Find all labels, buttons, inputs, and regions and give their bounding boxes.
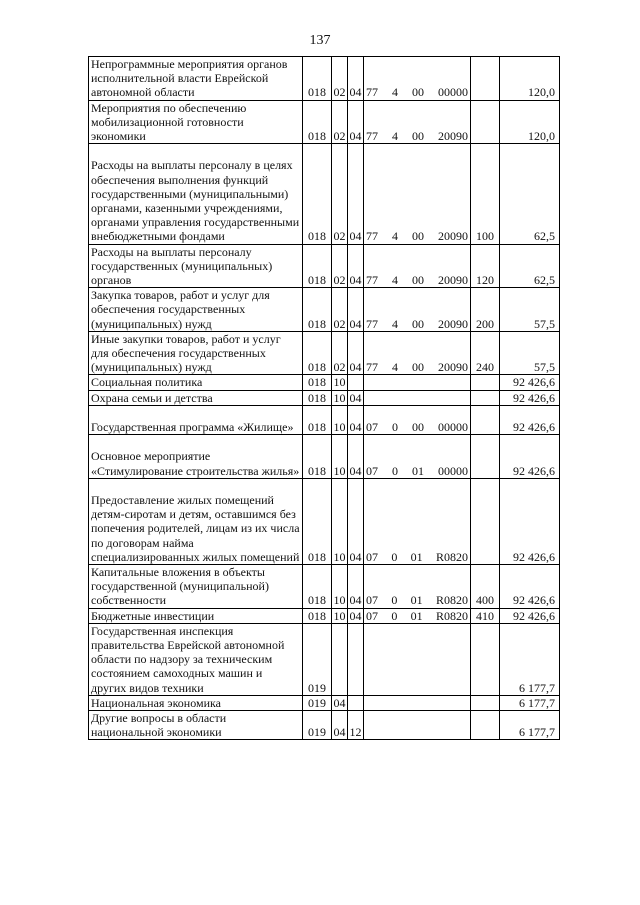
row-vr — [471, 695, 500, 710]
csr-part: 01 — [412, 463, 424, 478]
row-pr — [348, 695, 364, 710]
row-pr: 04 — [349, 608, 362, 623]
row-name: Расходы на выплаты персоналу в целях обеспечения выполнения функций государственными (муниципальными) органами, казенными учреждениями, органами управления государственными внебюджетными фондами — [89, 144, 303, 244]
csr-part: 77 — [366, 360, 378, 375]
row-rz: 10 — [333, 608, 346, 623]
row-sum: 62,5 — [500, 144, 560, 244]
row-sum: 120,0 — [500, 57, 560, 101]
row-vr — [471, 711, 500, 740]
row-name: Социальная политика — [89, 375, 303, 390]
row-pr: 04 — [348, 100, 364, 144]
row-name: Иные закупки товаров, работ и услуг для обеспечения государственных (муниципальных) нужд — [89, 331, 303, 375]
row-gr: 018 — [303, 608, 332, 623]
row-csr-parts — [364, 550, 470, 564]
csr-part: 01 — [410, 593, 423, 608]
csr-part: 00000 — [438, 463, 468, 478]
row-gr: 019 — [303, 623, 332, 695]
row-csr — [364, 144, 471, 244]
row-name: Основное мероприятие «Стимулирование строительства жилья» — [89, 435, 303, 479]
row-gr: 018 — [303, 288, 332, 332]
csr-part: 77 — [366, 85, 378, 100]
csr-part: 00 — [412, 273, 424, 288]
row-rz: 02 — [332, 144, 348, 244]
csr-part: 0 — [392, 420, 398, 435]
row-rz: 02 — [332, 100, 348, 144]
row-pr — [348, 375, 364, 390]
row-pr: 04 — [348, 435, 364, 479]
csr-part: 07 — [366, 420, 378, 435]
table-row — [89, 565, 560, 609]
table-row — [89, 695, 560, 710]
row-csr — [364, 711, 471, 740]
row-gr: 018 — [303, 478, 332, 564]
row-vr: 200 — [471, 288, 500, 332]
row-sum: 120,0 — [500, 100, 560, 144]
csr-part: 0 — [391, 549, 398, 564]
csr-part: 0 — [391, 608, 398, 623]
table-row — [89, 331, 560, 375]
table-row — [89, 608, 560, 623]
row-pr: 04 — [348, 57, 364, 101]
row-name: Другие вопросы в области национальной экономики — [89, 711, 303, 740]
csr-part: 4 — [392, 85, 398, 100]
row-name: Национальная экономика — [89, 695, 303, 710]
row-name: Закупка товаров, работ и услуг для обеспечения государственных (муниципальных) нужд — [89, 288, 303, 332]
row-sum: 57,5 — [500, 288, 560, 332]
csr-part: 01 — [410, 549, 423, 564]
row-csr-parts — [364, 360, 470, 374]
row-rz: 02 — [332, 331, 348, 375]
row-vr: 400 — [471, 565, 500, 609]
row-csr-parts — [364, 273, 470, 287]
csr-part: R0820 — [435, 593, 468, 608]
row-sum: 6 177,7 — [500, 623, 560, 695]
csr-part: 77 — [366, 129, 378, 144]
row-rz: 10 — [332, 565, 348, 609]
row-sum: 92 426,6 — [500, 390, 560, 405]
row-csr — [364, 331, 471, 375]
table-body — [89, 57, 560, 740]
row-pr: 04 — [348, 144, 364, 244]
csr-part: 00 — [412, 316, 424, 331]
csr-part: 4 — [392, 129, 398, 144]
csr-part: 77 — [366, 273, 378, 288]
row-sum: 92 426,6 — [500, 435, 560, 479]
row-gr: 018 — [303, 390, 332, 405]
row-csr — [364, 57, 471, 101]
row-csr-parts — [364, 609, 470, 623]
row-csr — [364, 623, 471, 695]
row-name: Мероприятия по обеспечению мобилизационной готовности экономики — [89, 100, 303, 144]
row-vr — [471, 390, 500, 405]
table-row — [89, 57, 560, 101]
row-rz: 02 — [332, 57, 348, 101]
row-pr: 04 — [348, 565, 364, 609]
row-pr: 04 — [348, 244, 364, 288]
row-rz: 10 — [333, 375, 346, 390]
csr-part: 20090 — [438, 273, 468, 288]
row-csr — [364, 478, 471, 564]
row-csr — [364, 288, 471, 332]
row-name: Охрана семьи и детства — [89, 390, 303, 405]
csr-part: 07 — [366, 549, 378, 564]
table-row — [89, 478, 560, 564]
csr-part: 00 — [412, 129, 424, 144]
row-pr: 12 — [348, 711, 364, 740]
row-vr: 410 — [471, 608, 500, 623]
row-csr-parts — [364, 464, 470, 478]
csr-part: 4 — [392, 273, 398, 288]
csr-part: 4 — [392, 316, 398, 331]
row-vr: 120 — [471, 244, 500, 288]
row-name: Государственная инспекция правительства Еврейской автономной области по надзору за техническим состоянием самоходных машин и других видов техники — [89, 623, 303, 695]
row-gr: 018 — [303, 144, 332, 244]
row-rz: 04 — [333, 695, 346, 710]
row-vr: 100 — [471, 144, 500, 244]
row-csr — [364, 608, 471, 623]
row-csr — [364, 695, 471, 710]
table-row — [89, 435, 560, 479]
row-vr — [471, 405, 500, 434]
row-csr-parts — [364, 317, 470, 331]
csr-part: 0 — [392, 463, 398, 478]
row-name: Расходы на выплаты персоналу государственных (муниципальных) органов — [89, 244, 303, 288]
row-pr: 04 — [349, 390, 362, 405]
csr-part: 00000 — [438, 85, 468, 100]
row-csr — [364, 375, 471, 390]
row-pr — [348, 623, 364, 695]
row-gr: 018 — [303, 244, 332, 288]
row-sum: 6 177,7 — [500, 695, 560, 710]
row-vr — [471, 100, 500, 144]
csr-part: 20090 — [438, 316, 468, 331]
row-vr — [471, 435, 500, 479]
row-name: Непрограммные мероприятия органов исполнительной власти Еврейской автономной области — [89, 57, 303, 101]
csr-part: 4 — [392, 360, 398, 375]
csr-part: 07 — [366, 463, 378, 478]
row-csr — [364, 390, 471, 405]
table-row — [89, 244, 560, 288]
row-vr — [471, 623, 500, 695]
row-pr: 04 — [348, 331, 364, 375]
page-number: 137 — [309, 33, 331, 48]
table-row — [89, 288, 560, 332]
row-vr — [471, 375, 500, 390]
row-csr-parts — [364, 420, 470, 434]
csr-part: 00 — [412, 360, 424, 375]
csr-part: 00000 — [438, 420, 468, 435]
row-rz: 04 — [332, 711, 348, 740]
csr-part: 00 — [412, 420, 424, 435]
row-gr: 018 — [303, 405, 332, 434]
row-sum: 92 426,6 — [500, 565, 560, 609]
row-gr: 018 — [303, 435, 332, 479]
row-sum: 92 426,6 — [500, 478, 560, 564]
row-rz: 10 — [332, 478, 348, 564]
row-gr: 019 — [303, 711, 332, 740]
row-csr-parts — [364, 229, 470, 243]
row-name: Государственная программа «Жилище» — [89, 405, 303, 434]
row-pr: 04 — [348, 478, 364, 564]
row-csr — [364, 565, 471, 609]
row-sum: 92 426,6 — [500, 375, 560, 390]
row-gr: 018 — [303, 565, 332, 609]
row-sum: 92 426,6 — [500, 405, 560, 434]
csr-part: 01 — [410, 608, 423, 623]
row-rz — [332, 623, 348, 695]
table-row — [89, 375, 560, 390]
row-gr: 018 — [303, 100, 332, 144]
row-gr: 018 — [303, 375, 332, 390]
row-csr-parts — [364, 593, 470, 607]
row-vr: 240 — [471, 331, 500, 375]
row-pr: 04 — [348, 405, 364, 434]
csr-part: 20090 — [438, 360, 468, 375]
csr-part: 20090 — [438, 129, 468, 144]
row-pr: 04 — [348, 288, 364, 332]
row-vr — [471, 478, 500, 564]
csr-part: 77 — [366, 229, 378, 244]
row-sum: 62,5 — [500, 244, 560, 288]
row-csr — [364, 244, 471, 288]
row-rz: 02 — [332, 244, 348, 288]
row-rz: 10 — [332, 405, 348, 434]
row-sum: 57,5 — [500, 331, 560, 375]
row-csr-parts — [364, 85, 470, 99]
row-rz: 10 — [333, 390, 346, 405]
csr-part: 00 — [412, 85, 424, 100]
csr-part: R0820 — [435, 608, 468, 623]
row-gr: 019 — [303, 695, 332, 710]
table-row — [89, 405, 560, 434]
table-row — [89, 623, 560, 695]
row-rz: 02 — [332, 288, 348, 332]
csr-part: R0820 — [435, 549, 468, 564]
row-csr — [364, 435, 471, 479]
row-csr-parts — [364, 129, 470, 143]
budget-table — [88, 56, 560, 740]
table-row — [89, 100, 560, 144]
row-name: Предоставление жилых помещений детям-сиротам и детям, оставшимся без попечения родителей, лицам из их числа по договорам найма специализированных жилых помещений — [89, 478, 303, 564]
csr-part: 20090 — [438, 229, 468, 244]
csr-part: 0 — [391, 593, 398, 608]
csr-part: 77 — [366, 316, 378, 331]
row-gr: 018 — [303, 57, 332, 101]
csr-part: 07 — [366, 608, 378, 623]
row-sum: 6 177,7 — [500, 711, 560, 740]
table-row — [89, 144, 560, 244]
row-rz: 10 — [332, 435, 348, 479]
row-name: Бюджетные инвестиции — [89, 608, 303, 623]
row-vr — [471, 57, 500, 101]
row-csr — [364, 405, 471, 434]
row-csr — [364, 100, 471, 144]
csr-part: 4 — [392, 229, 398, 244]
table-row — [89, 711, 560, 740]
csr-part: 00 — [412, 229, 424, 244]
row-name: Капитальные вложения в объекты государственной (муниципальной) собственности — [89, 565, 303, 609]
row-sum: 92 426,6 — [500, 608, 560, 623]
row-gr: 018 — [303, 331, 332, 375]
csr-part: 07 — [366, 593, 378, 608]
table-row — [89, 390, 560, 405]
